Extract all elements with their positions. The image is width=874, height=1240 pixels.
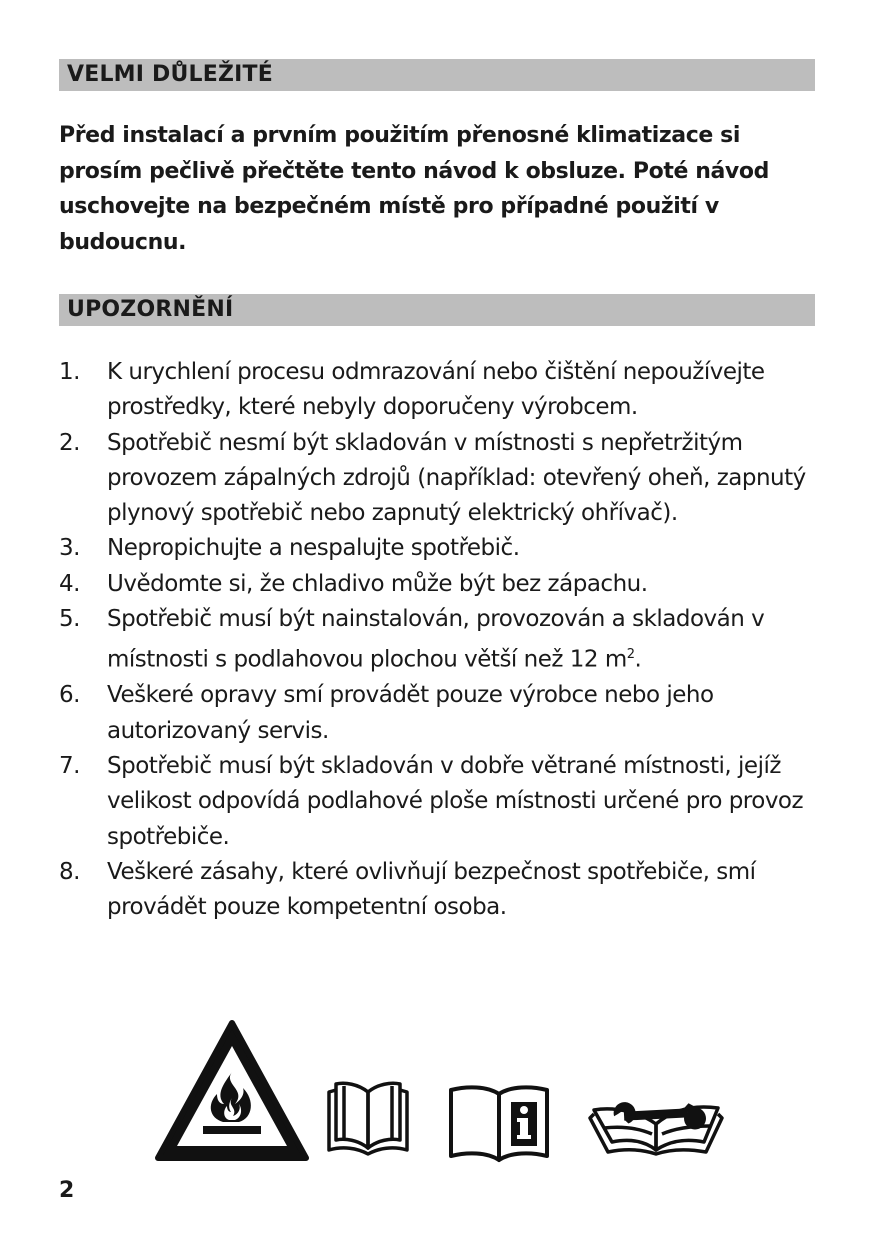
item-text-end: . — [634, 647, 642, 674]
list-item — [59, 855, 829, 926]
service-manual-icon — [586, 1090, 726, 1156]
item-number: 4. — [59, 570, 80, 597]
list-item — [59, 531, 829, 566]
page-number: 2 — [59, 1178, 75, 1203]
item-number: 6. — [59, 682, 80, 709]
item-text: Spotřebič musí být nainstalován, provozován a skladován v místnosti s podlahovou plochou větší než 12 m — [107, 606, 765, 674]
warning-list — [59, 355, 829, 925]
item-number: 3. — [59, 535, 80, 562]
manual-info-icon — [445, 1082, 553, 1164]
item-number: 8. — [59, 858, 80, 885]
item-text: Veškeré opravy smí provádět pouze výrobce nebo jeho autorizovaný servis. — [107, 682, 714, 744]
list-item — [59, 602, 829, 678]
item-text: K urychlení procesu odmrazování nebo čištění nepoužívejte prostředky, které nebyly doporučeny výrobcem. — [107, 359, 765, 421]
section-header-warning — [59, 294, 815, 326]
list-item — [59, 355, 829, 426]
read-manual-icon — [325, 1078, 411, 1158]
item-text: Veškeré zásahy, které ovlivňují bezpečnost spotřebiče, smí provádět pouze kompetentní osoba. — [107, 858, 756, 921]
safety-icons — [0, 1010, 874, 1180]
list-item — [59, 678, 829, 749]
flammable-warning-icon — [153, 1018, 311, 1164]
section-title: UPOZORNĚNÍ — [67, 297, 234, 322]
item-text: Spotřebič nesmí být skladován v místnosti s nepřetržitým provozem zápalných zdrojů (například: otevřený oheň, zapnutý plynový spotřebič nebo zapnutý elektrický ohřívač). — [107, 429, 806, 527]
section-title: VELMI DŮLEŽITÉ — [67, 62, 273, 87]
item-number: 7. — [59, 752, 80, 779]
section-header-important — [59, 59, 815, 91]
list-item — [59, 567, 829, 602]
item-number: 2. — [59, 429, 80, 456]
item-text: Nepropichujte a nespalujte spotřebič. — [107, 535, 520, 562]
item-number: 5. — [59, 606, 80, 633]
intro-paragraph: Před instalací a prvním použitím přenosné klimatizace si prosím pečlivě přečtěte tento návod k obsluze. Poté návod uschovejte na bezpečném místě pro případné použití v budoucnu. — [59, 123, 769, 255]
item-text: Spotřebič musí být skladován v dobře větrané místnosti, jejíž velikost odpovídá podlahové ploše místnosti určené pro provoz spotřebiče. — [107, 752, 804, 850]
superscript: 2 — [626, 647, 635, 663]
list-item — [59, 426, 829, 532]
item-number: 1. — [59, 359, 80, 385]
list-item — [59, 749, 829, 855]
item-text: Uvědomte si, že chladivo může být bez zápachu. — [107, 570, 648, 597]
